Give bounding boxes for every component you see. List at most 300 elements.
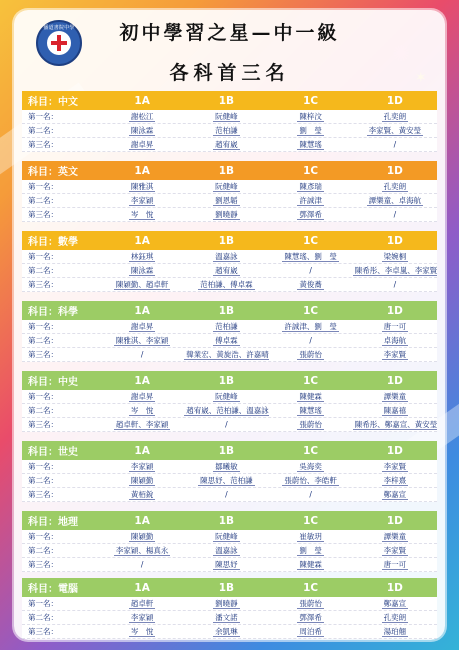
subject-name: 英文 xyxy=(58,167,78,178)
student-names: 陳嘉禧 xyxy=(383,406,407,415)
student-cell xyxy=(184,349,268,360)
student-names: 唐一可 xyxy=(383,560,407,569)
student-cell xyxy=(184,490,268,499)
student-names: 陳慧瑤 xyxy=(299,406,322,415)
rank-label: 第二名： xyxy=(28,476,58,485)
subject-prefix: 科目： xyxy=(28,447,58,458)
class-header: 1C xyxy=(303,234,319,247)
student-cell xyxy=(353,419,437,430)
student-names: 李家穎 xyxy=(130,613,154,622)
student-cell xyxy=(353,125,437,136)
rank-label: 第三名： xyxy=(28,627,58,636)
student-cell xyxy=(269,139,353,150)
rank-row xyxy=(22,138,437,152)
student-cell xyxy=(353,349,437,360)
student-cell xyxy=(353,405,437,416)
student-cell xyxy=(184,420,268,429)
rank-row xyxy=(22,320,437,334)
rank-label: 第三名： xyxy=(28,560,58,569)
student-names: 李家穎 xyxy=(130,196,154,205)
student-cell xyxy=(100,125,184,136)
rank-row xyxy=(22,208,437,222)
student-cell xyxy=(100,560,184,569)
student-cell xyxy=(184,598,268,609)
class-header: 1D xyxy=(386,581,403,594)
student-cell xyxy=(353,531,437,542)
rank-row xyxy=(22,488,437,502)
student-cell xyxy=(353,321,437,332)
student-names: 劉曉靜 xyxy=(215,599,238,608)
student-cell xyxy=(184,475,268,486)
student-names: 李家穎 xyxy=(130,462,154,471)
subject-section xyxy=(22,511,437,572)
student-names: 趙卓軒 xyxy=(130,599,154,608)
student-names: 劉曉靜 xyxy=(215,210,238,219)
student-names: 潘文諾 xyxy=(215,613,238,622)
rank-row xyxy=(22,404,437,418)
student-names: / xyxy=(393,280,397,289)
rank-label: 第三名： xyxy=(28,140,58,149)
student-names: 孔奕朗 xyxy=(383,182,407,191)
subject-label xyxy=(22,93,100,108)
student-names: 李家賢、黃安瑩 xyxy=(368,126,422,135)
rank-label: 第一名： xyxy=(28,182,58,191)
student-names: 陳泳霖 xyxy=(130,126,154,135)
student-names: / xyxy=(309,336,312,345)
student-names: 張蔚怡 xyxy=(299,420,322,429)
page-title: 初中學習之星—中一級 xyxy=(119,22,340,44)
student-names: 周泊希 xyxy=(299,627,322,636)
student-names: 溫嘉詠 xyxy=(215,546,238,555)
student-names: 陳穎勤 xyxy=(130,532,154,541)
student-cell xyxy=(353,210,437,219)
student-names: 溫嘉詠 xyxy=(215,252,238,261)
class-header: 1D xyxy=(386,304,403,317)
student-names: 李家賢 xyxy=(383,350,407,359)
student-names: 范柏謙 xyxy=(215,322,238,331)
subject-name: 地理 xyxy=(58,517,78,528)
student-cell xyxy=(353,598,437,609)
student-cell xyxy=(100,350,184,359)
student-names: 劉恩韜 xyxy=(215,196,238,205)
rank-row xyxy=(22,250,437,264)
student-names: 趙宥崴、范柏謙、溫嘉詠 xyxy=(184,406,268,416)
student-names: / xyxy=(225,490,228,499)
subject-header xyxy=(22,301,437,320)
student-cell xyxy=(269,405,353,416)
student-names: 譚樂童 xyxy=(383,392,407,401)
subject-prefix: 科目： xyxy=(28,517,58,528)
student-names: 黃栢銳 xyxy=(130,490,154,499)
subject-header xyxy=(22,441,437,460)
student-cell xyxy=(100,475,184,486)
student-names: 張蔚怡 xyxy=(299,599,322,608)
student-names: 林鈺琪 xyxy=(130,252,154,261)
rank-label: 第三名： xyxy=(28,420,58,429)
student-cell xyxy=(353,140,437,149)
student-cell xyxy=(184,321,268,332)
student-names: 劉 瑩 xyxy=(299,546,322,555)
subject-section xyxy=(22,231,437,292)
student-cell xyxy=(353,195,437,206)
student-names: 陳雅淇 xyxy=(130,182,154,191)
subject-section xyxy=(22,91,437,152)
student-names: 陳彥瑞 xyxy=(299,182,322,191)
rank-label: 第二名： xyxy=(28,613,58,622)
rank-label: 第一名： xyxy=(28,322,58,331)
page-subtitle: 各科首三名 xyxy=(169,62,290,84)
class-header: 1D xyxy=(386,444,403,457)
student-cell xyxy=(353,461,437,472)
student-names: 許誠津 xyxy=(299,196,322,205)
rank-label: 第一名： xyxy=(28,462,58,471)
student-cell xyxy=(100,626,184,637)
student-names: 張蔚怡 xyxy=(299,350,322,359)
student-cell xyxy=(269,490,353,499)
student-names: / xyxy=(309,266,312,275)
class-header: 1A xyxy=(134,234,150,247)
student-cell xyxy=(100,335,184,346)
student-names: 趙宥崴 xyxy=(215,140,238,149)
student-cell xyxy=(184,559,268,570)
student-cell xyxy=(269,612,353,623)
class-header: 1D xyxy=(386,234,403,247)
logo-text: 播道書院中學 xyxy=(43,25,75,31)
student-names: 孔奕朗 xyxy=(383,112,407,121)
student-names: 謝卓昇 xyxy=(130,392,154,401)
student-cell xyxy=(353,181,437,192)
student-cell xyxy=(100,279,184,290)
student-names: 阮健峰 xyxy=(215,182,238,191)
class-header: 1D xyxy=(386,94,403,107)
subject-name: 中史 xyxy=(58,377,78,388)
rank-row xyxy=(22,278,437,292)
student-cell xyxy=(353,475,437,486)
student-names: 譚樂童、卓海航 xyxy=(368,196,422,205)
rank-row xyxy=(22,124,437,138)
class-header: 1B xyxy=(218,374,235,387)
student-cell xyxy=(100,265,184,276)
class-header: 1D xyxy=(386,374,403,387)
rank-row xyxy=(22,625,437,639)
class-header: 1C xyxy=(303,164,319,177)
student-cell xyxy=(184,181,268,192)
student-cell xyxy=(100,209,184,220)
student-names: / xyxy=(140,560,144,569)
rank-row xyxy=(22,544,437,558)
subject-name: 電腦 xyxy=(58,584,78,595)
student-names: 趙宥崴 xyxy=(215,266,238,275)
student-names: 謝松江 xyxy=(130,112,154,121)
rank-label: 第一名： xyxy=(28,532,58,541)
student-names: 李家穎、楊真永 xyxy=(115,546,169,555)
student-names: 李家賢 xyxy=(383,462,407,471)
student-cell xyxy=(353,251,437,262)
student-cell xyxy=(269,559,353,570)
rank-rows xyxy=(22,390,437,432)
rank-label: 第三名： xyxy=(28,350,58,359)
rank-label: 第一名： xyxy=(28,112,58,121)
student-names: 陳穎勤 xyxy=(130,476,154,485)
student-cell xyxy=(353,280,437,289)
subject-header xyxy=(22,578,437,597)
student-names: 謝卓昇 xyxy=(130,140,154,149)
student-cell xyxy=(100,489,184,500)
student-names: 孔奕朗 xyxy=(383,613,407,622)
class-header: 1A xyxy=(134,164,150,177)
rank-row xyxy=(22,418,437,432)
rank-rows xyxy=(22,250,437,292)
class-header: 1C xyxy=(303,304,319,317)
student-cell xyxy=(269,419,353,430)
student-cell xyxy=(269,279,353,290)
student-cell xyxy=(184,545,268,556)
student-cell xyxy=(100,405,184,416)
subject-section xyxy=(22,301,437,362)
student-names: / xyxy=(393,210,397,219)
student-names: 鄒曦敏 xyxy=(215,462,238,471)
student-names: 鄧澤希 xyxy=(299,210,322,219)
student-names: 鄭嘉宣 xyxy=(383,490,407,499)
rank-row xyxy=(22,334,437,348)
class-header: 1B xyxy=(218,234,235,247)
student-cell xyxy=(184,612,268,623)
class-header: 1C xyxy=(303,94,319,107)
subject-header xyxy=(22,91,437,110)
rank-label: 第三名： xyxy=(28,280,58,289)
student-names: 吳海奕 xyxy=(299,462,322,471)
rank-label: 第二名： xyxy=(28,546,58,555)
student-names: 阮健峰 xyxy=(215,392,238,401)
student-cell xyxy=(100,598,184,609)
rank-label: 第二名： xyxy=(28,126,58,135)
subject-section xyxy=(22,441,437,502)
rank-rows xyxy=(22,110,437,152)
student-cell xyxy=(100,391,184,402)
student-names: 唐一可 xyxy=(383,322,407,331)
student-cell xyxy=(100,195,184,206)
student-names: 劉 瑩 xyxy=(299,126,322,135)
class-header: 1A xyxy=(134,514,150,527)
student-cell xyxy=(184,125,268,136)
student-cell xyxy=(184,531,268,542)
subject-prefix: 科目： xyxy=(28,584,58,595)
student-names: 陳梓汶 xyxy=(299,112,322,121)
student-names: 陳穎勤、趙卓軒 xyxy=(115,280,169,289)
student-names: 陳慧瑤、劉 瑩 xyxy=(284,252,337,261)
student-names: 阮健峰 xyxy=(215,532,238,541)
student-cell xyxy=(100,111,184,122)
student-cell xyxy=(353,559,437,570)
student-names: 黃俊蕎 xyxy=(299,280,322,289)
rank-label: 第二名： xyxy=(28,336,58,345)
student-cell xyxy=(353,545,437,556)
student-names: / xyxy=(140,350,144,359)
student-cell xyxy=(269,111,353,122)
student-names: 許誠津、劉 瑩 xyxy=(284,322,337,331)
rank-row xyxy=(22,474,437,488)
student-cell xyxy=(100,612,184,623)
student-cell xyxy=(269,195,353,206)
student-names: 岑 悅 xyxy=(130,406,154,415)
student-cell xyxy=(100,251,184,262)
student-cell xyxy=(269,461,353,472)
class-header: 1A xyxy=(134,581,150,594)
student-names: 陳健霖 xyxy=(299,392,322,401)
rank-row xyxy=(22,348,437,362)
subject-label xyxy=(22,443,100,458)
subject-label xyxy=(22,513,100,528)
class-header: 1A xyxy=(134,374,150,387)
student-cell xyxy=(353,391,437,402)
subject-prefix: 科目： xyxy=(28,307,58,318)
student-cell xyxy=(269,181,353,192)
subject-name: 數學 xyxy=(58,237,78,248)
student-cell xyxy=(269,336,353,345)
student-cell xyxy=(269,626,353,637)
student-cell xyxy=(269,531,353,542)
student-names: 阮健峰 xyxy=(215,112,238,121)
student-names: 余凱琳 xyxy=(215,627,238,636)
class-header: 1C xyxy=(303,374,319,387)
subject-prefix: 科目： xyxy=(28,377,58,388)
subject-header xyxy=(22,231,437,250)
student-cell xyxy=(184,335,268,346)
subject-name: 科學 xyxy=(58,307,78,318)
student-names: 湯珀翹 xyxy=(383,627,407,636)
student-names: 范柏謙 xyxy=(215,126,238,135)
subject-label xyxy=(22,233,100,248)
student-names: 岑 悅 xyxy=(130,210,154,219)
subject-name: 中文 xyxy=(58,97,78,108)
subject-name: 世史 xyxy=(58,447,78,458)
student-cell xyxy=(269,545,353,556)
student-names: / xyxy=(225,420,228,429)
subject-prefix: 科目： xyxy=(28,97,58,108)
rank-rows xyxy=(22,597,437,639)
rank-row xyxy=(22,460,437,474)
student-cell xyxy=(353,489,437,500)
rank-label: 第二名： xyxy=(28,196,58,205)
rank-label: 第一名： xyxy=(28,392,58,401)
student-cell xyxy=(184,391,268,402)
student-names: 張蔚怡、李皓軒 xyxy=(284,476,337,485)
student-cell xyxy=(100,545,184,556)
student-cell xyxy=(184,139,268,150)
rank-row xyxy=(22,264,437,278)
rank-label: 第三名： xyxy=(28,210,58,219)
rank-label: 第二名： xyxy=(28,266,58,275)
rank-rows xyxy=(22,320,437,362)
subject-label xyxy=(22,163,100,178)
student-cell xyxy=(353,265,437,276)
subject-label xyxy=(22,303,100,318)
subject-label xyxy=(22,580,100,595)
student-cell xyxy=(353,335,437,346)
rank-rows xyxy=(22,180,437,222)
student-names: 陳慧瑤 xyxy=(299,140,322,149)
student-cell xyxy=(100,461,184,472)
subject-prefix: 科目： xyxy=(28,167,58,178)
class-header: 1A xyxy=(134,444,150,457)
student-names: 鄭嘉宣 xyxy=(383,599,407,608)
student-names: 李家賢 xyxy=(383,546,407,555)
student-cell xyxy=(269,391,353,402)
class-header: 1A xyxy=(134,304,150,317)
student-names: 韓業宏、黃旋浩、許嘉晴 xyxy=(184,350,268,360)
student-cell xyxy=(100,139,184,150)
student-cell xyxy=(353,612,437,623)
student-names: 譚樂童 xyxy=(383,532,407,541)
rank-rows xyxy=(22,530,437,572)
student-names: 趙卓軒、李家穎 xyxy=(115,420,169,429)
class-header: 1C xyxy=(303,444,319,457)
class-header: 1C xyxy=(303,514,319,527)
student-names: 陳健霖 xyxy=(299,560,322,569)
student-cell xyxy=(100,321,184,332)
rank-row xyxy=(22,530,437,544)
class-header: 1B xyxy=(218,164,235,177)
student-cell xyxy=(269,251,353,262)
student-cell xyxy=(184,195,268,206)
rank-row xyxy=(22,611,437,625)
subject-section xyxy=(22,578,437,639)
student-names: 卓海航 xyxy=(383,336,407,345)
class-header: 1A xyxy=(134,94,150,107)
rank-rows xyxy=(22,460,437,502)
rank-row xyxy=(22,558,437,572)
student-cell xyxy=(100,531,184,542)
student-names: 陳思妤 xyxy=(215,560,238,569)
student-cell xyxy=(184,209,268,220)
rank-row xyxy=(22,390,437,404)
class-header: 1B xyxy=(218,581,235,594)
subject-section xyxy=(22,161,437,222)
student-names: 李梓熹 xyxy=(383,476,407,485)
subject-header xyxy=(22,371,437,390)
student-names: 陳思妤、范柏謙 xyxy=(200,476,253,485)
student-cell xyxy=(184,279,268,290)
student-names: 陳雅淇、李家穎 xyxy=(115,336,169,345)
student-names: / xyxy=(393,140,397,149)
student-names: 陳泳霖 xyxy=(130,266,154,275)
student-cell xyxy=(269,321,353,332)
student-cell xyxy=(269,475,353,486)
student-cell xyxy=(269,209,353,220)
student-cell xyxy=(269,125,353,136)
subject-prefix: 科目： xyxy=(28,237,58,248)
rank-label: 第一名： xyxy=(28,252,58,261)
student-cell xyxy=(184,265,268,276)
subject-section xyxy=(22,371,437,432)
rank-row xyxy=(22,597,437,611)
rank-row xyxy=(22,194,437,208)
subject-header xyxy=(22,161,437,180)
rank-row xyxy=(22,110,437,124)
class-header: 1D xyxy=(386,514,403,527)
student-cell xyxy=(100,181,184,192)
student-cell xyxy=(269,349,353,360)
subject-header xyxy=(22,511,437,530)
rank-row xyxy=(22,180,437,194)
student-names: 傅卓霖 xyxy=(215,336,238,345)
student-cell xyxy=(184,111,268,122)
class-header: 1B xyxy=(218,94,235,107)
student-cell xyxy=(184,626,268,637)
class-header: 1C xyxy=(303,581,319,594)
student-names: 鄧澤希 xyxy=(299,613,322,622)
student-cell xyxy=(353,111,437,122)
